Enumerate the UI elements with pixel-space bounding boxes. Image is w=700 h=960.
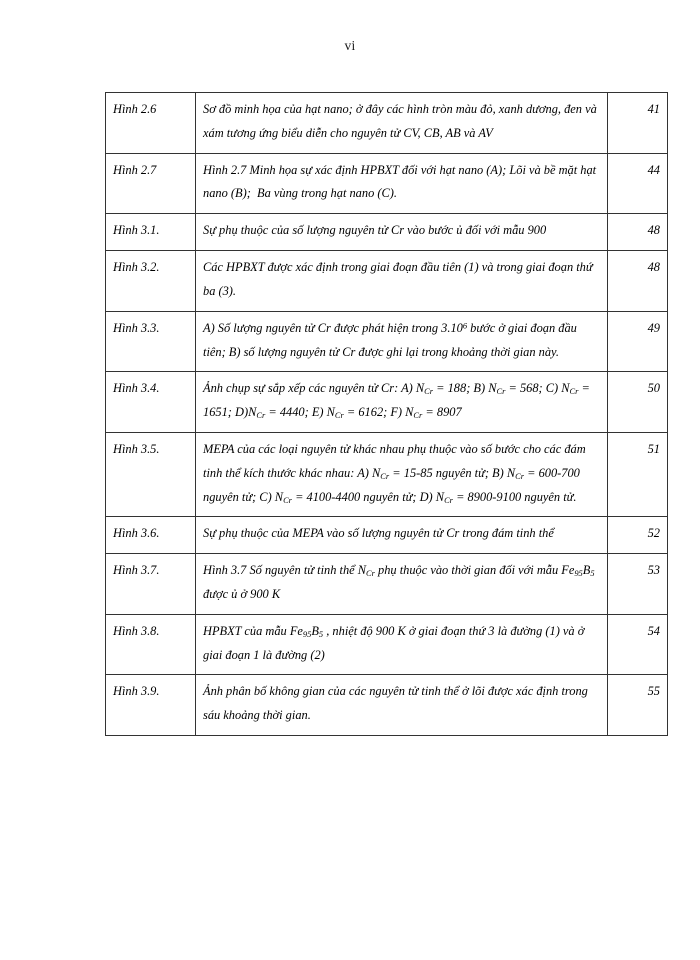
- figure-label: Hình 2.6: [106, 93, 196, 154]
- figure-page-number: 53: [608, 554, 668, 615]
- page-header-number: vi: [344, 38, 356, 53]
- figure-description-text: HPBXT của mẫu $Fe_{95}B_5$ , nhiệt độ 900 K ở giai đoạn thứ 3 là đường (1) và ở giai đoạn 1 là đường (2): [203, 623, 585, 662]
- figure-description-text: MEPA của các loại nguyên tử khác nhau phụ thuộc vào số bước cho các đám tinh thể kích thước khác nhau: A) $N_{Cr} = 15-85$ nguyên tử; B) $N_{Cr} = 600-700$ nguyên tử; C) $N_{Cr} = 4100-4400$ nguyên tử; D) $N_{Cr} = 8900-9100$ nguyên tử.: [203, 441, 586, 505]
- figure-label: Hình 3.9.: [106, 675, 196, 736]
- table-row: [106, 153, 668, 214]
- figure-description: [196, 93, 608, 154]
- figure-description-text: Sơ đồ minh họa của hạt nano; ở đây các hình tròn màu đỏ, xanh dương, đen và xám tương ứng biểu diễn cho nguyên tử CV, CB, AB và AV: [203, 102, 597, 140]
- figure-description-text: Ảnh chụp sự sắp xếp các nguyên tử Cr: A) $N_{Cr} = 188$; B) $N_{Cr} = 568$; C) $N_{Cr} = 1651$; $D)N_{Cr} = 4440$; E) $N_{Cr} = 6162$; F) $N_{Cr} = 8907$: [203, 381, 590, 420]
- figure-page-number: 48: [608, 214, 668, 251]
- table-body: [106, 93, 668, 736]
- figure-page-number: 41: [608, 93, 668, 154]
- figure-description: [196, 675, 608, 736]
- figure-description-text: Hình 3.7 Số nguyên tử tinh thể $N_{Cr}$ phụ thuộc vào thời gian đối với mẫu $Fe_{95}B_5$ được ủ ở 900 K: [203, 563, 595, 601]
- figure-description: [196, 311, 608, 372]
- figure-description: [196, 614, 608, 675]
- table-row: [106, 675, 668, 736]
- list-of-figures-table: [105, 92, 668, 736]
- figure-description-text: Các HPBXT được xác định trong giai đoạn đầu tiên (1) và trong giai đoạn thứ ba (3).: [203, 260, 593, 298]
- figure-label: Hình 3.2.: [106, 251, 196, 312]
- figure-label: Hình 3.5.: [106, 432, 196, 516]
- figure-description-text: Hình 2.7 Minh họa sự xác định HPBXT đối với hạt nano (A); Lõi và bề mặt hạt nano (B); Ba vùng trong hạt nano (C).: [203, 162, 597, 201]
- figure-page-number: 51: [608, 432, 668, 516]
- figure-label: Hình 3.8.: [106, 614, 196, 675]
- table-row: [106, 93, 668, 154]
- figure-page-number: 44: [608, 153, 668, 214]
- figure-page-number: 48: [608, 251, 668, 312]
- figure-description-text: Sự phụ thuộc của số lượng nguyên tử Cr vào bước ủ đối với mẫu 900: [203, 223, 547, 238]
- table-row: [106, 517, 668, 554]
- figure-label: Hình 2.7: [106, 153, 196, 214]
- figure-description-text: A) Số lượng nguyên tử Cr được phát hiện trong 3.10$^6$ bước ở giai đoạn đầu tiên; B) số lượng nguyên tử Cr được ghi lại trong khoảng thời gian này.: [203, 320, 577, 359]
- table-row: [106, 432, 668, 516]
- figure-description: [196, 432, 608, 516]
- table-row: [106, 554, 668, 615]
- figure-label: Hình 3.7.: [106, 554, 196, 615]
- figure-page-number: 55: [608, 675, 668, 736]
- figure-description-text: Sự phụ thuộc của MEPA vào số lượng nguyên tử Cr trong đám tinh thể: [203, 526, 554, 541]
- figure-description: [196, 251, 608, 312]
- table-row: [106, 311, 668, 372]
- figure-description: [196, 214, 608, 251]
- list-of-figures-table-wrapper: [105, 92, 660, 736]
- figure-label: Hình 3.4.: [106, 372, 196, 433]
- figure-description: [196, 372, 608, 433]
- figure-page-number: 50: [608, 372, 668, 433]
- table-row: [106, 372, 668, 433]
- table-row: [106, 251, 668, 312]
- figure-label: Hình 3.1.: [106, 214, 196, 251]
- figure-page-number: 54: [608, 614, 668, 675]
- figure-label: Hình 3.6.: [106, 517, 196, 554]
- figure-page-number: 52: [608, 517, 668, 554]
- figure-page-number: 49: [608, 311, 668, 372]
- figure-description-text: Ảnh phân bố không gian của các nguyên tử tinh thể ở lõi được xác định trong sáu khoảng thời gian.: [203, 684, 588, 723]
- figure-description: [196, 517, 608, 554]
- table-row: [106, 214, 668, 251]
- table-row: [106, 614, 668, 675]
- figure-description: [196, 554, 608, 615]
- figure-description: [196, 153, 608, 214]
- figure-label: Hình 3.3.: [106, 311, 196, 372]
